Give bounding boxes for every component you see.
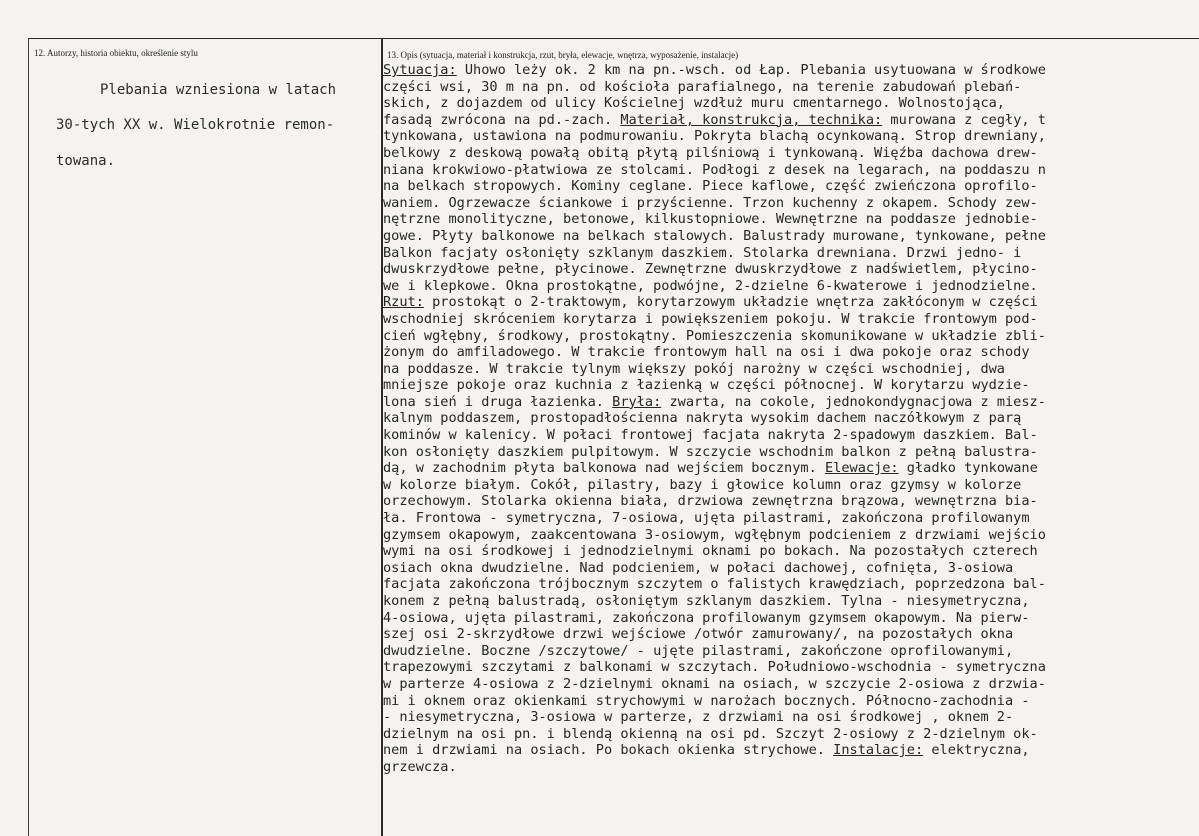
description-fragment: wymi na osi środkowej i jednodzielnymi oknami po bokach. Na pozostałych czterech bbox=[383, 543, 1038, 560]
description-fragment: - niesymetryczna, 3-osiowa w parterze, z drzwiami na osi środkowej , oknem 2- bbox=[383, 709, 1014, 726]
description-fragment: ła. Frontowa - symetryczna, 7-osiowa, ujęta pilastrami, zakończona profilowanym bbox=[383, 510, 1030, 527]
description-line bbox=[383, 79, 1199, 96]
description-fragment: gładko tynkowane bbox=[898, 460, 1038, 477]
description-line bbox=[383, 676, 1199, 693]
description-line bbox=[383, 560, 1199, 577]
description-line bbox=[383, 344, 1199, 361]
description-fragment: dą, w zachodnim płyta balkonowa nad wejściem bocznym. bbox=[383, 460, 825, 477]
description-fragment: Uhowo leży ok. 2 km na pn.-wsch. od Łap. Plebania usytuowana w środkowe bbox=[456, 62, 1046, 78]
description-line bbox=[383, 527, 1199, 544]
description-line bbox=[383, 145, 1199, 162]
description-line bbox=[383, 178, 1199, 195]
description-line bbox=[383, 709, 1199, 726]
description-line bbox=[383, 759, 1199, 776]
section-heading: Instalacje: bbox=[833, 742, 924, 759]
description-line bbox=[383, 328, 1199, 345]
description-fragment: niana krokwiowo-płatwiowa ze stolcami. Podłogi z desek na legarach, na poddaszu n bbox=[383, 161, 1046, 178]
left-rule bbox=[28, 38, 29, 836]
description-line bbox=[383, 543, 1199, 560]
description-line bbox=[383, 693, 1199, 710]
description-line bbox=[383, 128, 1199, 145]
description-fragment: waniem. Ogrzewacze ściankowe i przyścienne. Trzon kuchenny z okapem. Schody zew- bbox=[383, 194, 1038, 211]
description-fragment: trapezowymi szczytami z balkonami w szczytach. Południowo-wschodnia - symetryczna bbox=[383, 659, 1046, 676]
description-fragment: w parterze 4-osiowa z 2-dzielnymi oknami na osiach, w szczycie 2-osiowa z drzwia- bbox=[383, 675, 1046, 692]
description-fragment: 4-osiowa, ujęta pilastrami, zakończona profilowanym gzymsem okapowym. Na pierw- bbox=[383, 609, 1030, 626]
description-line bbox=[383, 427, 1199, 444]
description-fragment: facjata zakończona trójbocznym szczytem o falistych krawędziach, poprzedzona bal- bbox=[383, 576, 1046, 593]
section-heading: Bryła: bbox=[612, 393, 662, 410]
description-fragment: orzechowym. Stolarka okienna biała, drzwiowa zewnętrzna brązowa, wewnętrzna bia- bbox=[383, 493, 1038, 510]
description-line bbox=[383, 278, 1199, 295]
description-fragment: tynkowana, ustawiona na podmurowaniu. Pokryta blachą ocynkowaną. Strop drewniany, bbox=[383, 128, 1046, 145]
description-fragment: konem z pełną balustradą, osłoniętym szklanym daszkiem. Tylna - niesymetryczna, bbox=[383, 593, 1030, 609]
description-text bbox=[383, 62, 1199, 776]
description-fragment: nętrzne monolityczne, betonowe, kilkustopniowe. Wewnętrzne na poddasze jednobie- bbox=[383, 211, 1038, 228]
description-fragment: dzielnym na osi pn. i blendą okienną na osi pd. Szczyt 2-osiowy z 2-dzielnym ok- bbox=[383, 725, 1038, 742]
description-line bbox=[383, 510, 1199, 527]
description-line bbox=[383, 361, 1199, 378]
description-line bbox=[383, 95, 1199, 112]
description-line bbox=[383, 195, 1199, 212]
description-line bbox=[383, 228, 1199, 245]
description-fragment: wschodniej skróceniem korytarza i powiększeniem pokoju. W trakcie frontowym pod- bbox=[383, 310, 1038, 327]
description-fragment: szej osi 2-skrzydłowe drzwi wejściowe /otwór zamurowany/, na pozostałych okna bbox=[383, 626, 1014, 643]
description-line bbox=[383, 726, 1199, 743]
description-fragment: kalnym poddaszem, prostopadłościenna nakryta wysokim dachem naczółkowym z parą bbox=[383, 410, 1022, 427]
description-line bbox=[383, 742, 1199, 759]
description-fragment: nem i drzwiami na osiach. Po bokach okienka strychowe. bbox=[383, 742, 834, 759]
description-line bbox=[383, 377, 1199, 394]
top-rule bbox=[28, 38, 1199, 39]
section-heading: Sytuacja: bbox=[383, 62, 457, 78]
section-heading: Rzut: bbox=[383, 294, 424, 311]
description-fragment: grzewcza. bbox=[383, 758, 457, 775]
description-line bbox=[383, 477, 1199, 494]
description-line bbox=[383, 643, 1199, 660]
description-fragment: skich, z dojazdem od ulicy Kościelnej wzdłuż muru cmentarnego. Wolnostojąca, bbox=[383, 95, 1005, 112]
description-fragment: na poddasze. W trakcie tylnym większy pokój narożny w części wschodniej, dwa bbox=[383, 360, 1005, 377]
description-fragment: gzymsem okapowym, zaakcentowana 3-osiowym, wgłębnym podcieniem z drzwiami wejścio bbox=[383, 526, 1046, 543]
description-line bbox=[383, 460, 1199, 477]
description-fragment: Balkon facjaty osłonięty szklanym daszkiem. Stolarka drewniana. Drzwi jedno- i bbox=[383, 244, 1022, 261]
description-fragment: prostokąt o 2-traktowym, korytarzowym układzie wnętrza zakłóconym w części bbox=[423, 294, 1038, 311]
description-fragment: dwuskrzydłowe pełne, płycinowe. Zewnętrzne dwuskrzydłowe z nadświetlem, płycino- bbox=[383, 261, 1038, 278]
description-fragment: kominów w kalenicy. W połaci frontowej facjata nakryta 2-spadowym daszkiem. Bal- bbox=[383, 427, 1038, 444]
description-line bbox=[383, 576, 1199, 593]
description-fragment: cień wgłębny, środkowy, prostokątny. Pomieszczenia skomunikowane w układzie zbli- bbox=[383, 327, 1046, 344]
description-line bbox=[383, 659, 1199, 676]
description-line bbox=[383, 610, 1199, 627]
description-fragment: gowe. Płyty balkonowe na belkach stalowych. Balustrady murowane, tynkowane, pełne bbox=[383, 227, 1046, 244]
history-line: Plebania wzniesiona w latach bbox=[100, 82, 337, 98]
section-heading: Materiał, konstrukcja, technika: bbox=[620, 111, 883, 128]
description-line bbox=[383, 626, 1199, 643]
description-line bbox=[383, 62, 1199, 79]
history-line: 30-tych XX w. Wielokrotnie remon- bbox=[56, 117, 335, 133]
description-fragment: części wsi, 30 m na pn. od kościoła parafialnego, na terenie zabudowań plebań- bbox=[383, 78, 1022, 95]
description-fragment: osiach okna dwudzielne. Nad podcieniem, w połaci dachowej, cofnięta, 3-osiowa bbox=[383, 559, 1014, 576]
section-heading: Elewacje: bbox=[824, 460, 899, 477]
history-line: towana. bbox=[56, 153, 116, 169]
section-13-header: 13. Opis (sytuacja, materiał i konstrukcja, rzut, bryła, elewacje, wnętrza, wyposażenie, instalacje) bbox=[387, 50, 739, 60]
description-line bbox=[383, 444, 1199, 461]
description-fragment: dwudzielne. Boczne /szczytowe/ - ujęte pilastrami, zakończone oprofilowanymi, bbox=[383, 642, 1014, 659]
description-line bbox=[383, 162, 1199, 179]
description-fragment: na belkach stropowych. Kominy ceglane. Piece kaflowe, część zwieńczona oprofilo- bbox=[383, 178, 1038, 195]
description-fragment: lona sień i druga łazienka. bbox=[383, 393, 613, 410]
description-line bbox=[383, 112, 1199, 129]
description-fragment: żonym do amfiladowego. W trakcie frontowym hall na osi i dwa pokoje oraz schody bbox=[383, 344, 1030, 361]
section-12-header: 12. Autorzy, historia obiektu, określenie stylu bbox=[34, 48, 198, 58]
description-line bbox=[383, 245, 1199, 262]
description-fragment: murowana z cegły, t bbox=[882, 111, 1046, 128]
description-fragment: we i klepkowe. Okna prostokątne, podwójne, 2-dzielne 6-kwaterowe i jednodzielne. bbox=[383, 277, 1038, 294]
description-line bbox=[383, 211, 1199, 228]
description-line bbox=[383, 311, 1199, 328]
description-line bbox=[383, 394, 1199, 411]
description-line bbox=[383, 493, 1199, 510]
description-fragment: belkowy z deskową powałą obitą płytą pilśniową i tynkowaną. Więźba dachowa drew- bbox=[383, 144, 1038, 161]
description-line bbox=[383, 593, 1199, 610]
description-line bbox=[383, 294, 1199, 311]
description-fragment: fasadą zwrócona na pd.-zach. bbox=[383, 111, 621, 128]
description-fragment: kon osłonięty daszkiem pulpitowym. W szczycie wschodnim balkon z pełną balustra- bbox=[383, 443, 1038, 460]
description-fragment: zwarta, na cokole, jednokondygnacjowa z miesz- bbox=[661, 393, 1046, 410]
description-fragment: w kolorze białym. Cokół, pilastry, bazy i głowice kolumn oraz gzymsy w kolorze bbox=[383, 476, 1022, 493]
description-fragment: elektryczna, bbox=[923, 742, 1030, 759]
description-fragment: mniejsze pokoje oraz kuchnia z łazienką w części północnej. W korytarzu wydzie- bbox=[383, 377, 1030, 394]
description-fragment: mi i oknem oraz okienkami strychowymi w narożach bocznych. Północno-zachodnia - bbox=[383, 692, 1030, 709]
description-line bbox=[383, 410, 1199, 427]
description-line bbox=[383, 261, 1199, 278]
